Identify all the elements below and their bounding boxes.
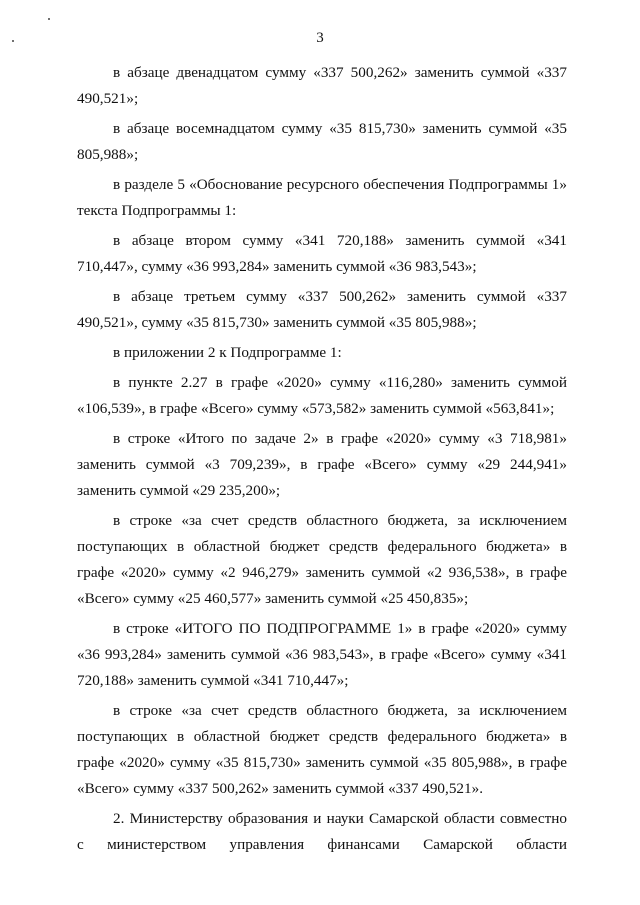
paragraph: в строке «ИТОГО ПО ПОДПРОГРАММЕ 1» в графе «2020» сумму «36 993,284» заменить суммой «36 983,543», в графе «Всего» сумму «341 720,188» заменить суммой «341 710,447»; bbox=[77, 620, 567, 689]
paragraph: в строке «за счет средств областного бюджета, за исключением поступающих в областной бюджет средств федерального бюджета» в графе «2020» сумму «2 946,279» заменить суммой «2 936,538», в графе «Всего» сумму «25 460,577» заменить суммой «25 450,835»; bbox=[77, 512, 567, 607]
paragraph: 2. Министерству образования и науки Самарской области совместно с министерством управления финансами Самарской области bbox=[77, 810, 567, 853]
paragraph: в разделе 5 «Обоснование ресурсного обеспечения Подпрограммы 1» текста Подпрограммы 1: bbox=[77, 176, 567, 219]
paragraph: в абзаце втором сумму «341 720,188» заменить суммой «341 710,447», сумму «36 993,284» заменить суммой «36 983,543»; bbox=[77, 232, 567, 275]
page-number: 3 bbox=[316, 30, 324, 46]
paragraph: в абзаце третьем сумму «337 500,262» заменить суммой «337 490,521», сумму «35 815,730» заменить суммой «35 805,988»; bbox=[77, 288, 567, 331]
document-body bbox=[77, 60, 567, 862]
paragraph: в строке «за счет средств областного бюджета, за исключением поступающих в областной бюджет средств федерального бюджета» в графе «2020» сумму «35 815,730» заменить суммой «35 805,988», в графе «Всего» сумму «337 500,262» заменить суммой «337 490,521». bbox=[77, 702, 567, 797]
paragraph: в абзаце двенадцатом сумму «337 500,262» заменить суммой «337 490,521»; bbox=[77, 64, 567, 107]
paragraph: в приложении 2 к Подпрограмме 1: bbox=[113, 344, 342, 361]
paragraph: в строке «Итого по задаче 2» в графе «2020» сумму «3 718,981» заменить суммой «3 709,239», в графе «Всего» сумму «29 244,941» заменить суммой «29 235,200»; bbox=[77, 430, 567, 499]
paragraph: в пункте 2.27 в графе «2020» сумму «116,280» заменить суммой «106,539», в графе «Всего» сумму «573,582» заменить суммой «563,841»; bbox=[77, 374, 567, 417]
scan-speck bbox=[48, 18, 50, 20]
paragraph: в абзаце восемнадцатом сумму «35 815,730» заменить суммой «35 805,988»; bbox=[77, 120, 567, 163]
scan-speck bbox=[12, 40, 14, 42]
